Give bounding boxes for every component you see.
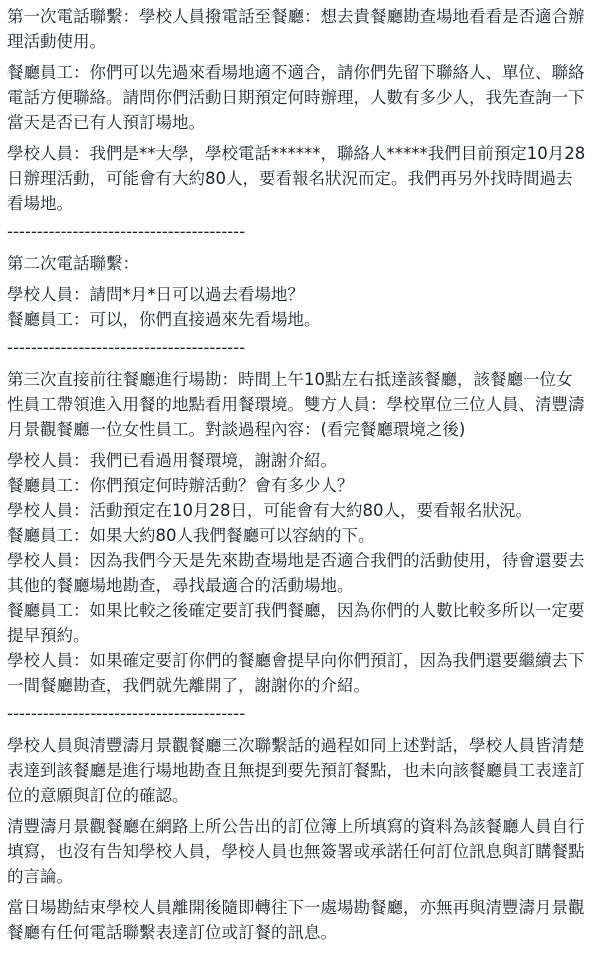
paragraph-booking-note: 清豐濤月景觀餐廳在網路上所公告出的訂位簿上所填寫的資料為該餐廳人員自行填寫，也沒有告知學校人員，學校人員也無簽署或承諾任何訂位訊息與訂購餐點的言論。 — [7, 817, 585, 886]
dialogue-line: 學校人員：因為我們今天是先來勘查場地是否適合我們的活動使用，待會還要去其他的餐廳場地勘查，尋找最適合的活動場地。 — [7, 551, 585, 595]
divider: ---------------------------------------- — [7, 338, 246, 357]
dialogue-line: 餐廳員工：如果大約80人我們餐廳可以容納的下。 — [7, 526, 375, 545]
paragraph-staff-reply: 餐廳員工：你們可以先過來看場地適不適合，請你們先留下聯絡人、單位、聯絡電話方便聯絡。請問你們活動日期預定何時辦理，人數有多少人，我先查詢一下當天是否已有人預訂場地。 — [7, 63, 585, 132]
paragraph-school-reply: 學校人員：我們是**大學，學校電話******，聯絡人*****我們目前預定10月28日辦理活動，可能會有大約80人，要看報名狀況而定。我們再另外找時間過去看場地。 — [7, 144, 586, 213]
dialogue-line: 學校人員：我們已看過用餐環境，謝謝介紹。 — [7, 451, 337, 470]
dialogue-line: 餐廳員工：如果比較之後確定要訂我們餐廳，因為你們的人數比較多所以一定要提早預約。 — [7, 601, 585, 645]
paragraph-summary: 學校人員與清豐濤月景觀餐廳三次聯繫話的過程如同上述對話，學校人員皆清楚表達到該餐廳是進行場地勘查且無提到要先預訂餐點，也未向該餐廳員工表達訂位的意願與訂位的確認。 — [7, 736, 585, 805]
paragraph-second-call: 第二次電話聯繫： — [7, 254, 139, 273]
dialogue-line: 學校人員：請問*月*日可以過去看場地？ — [7, 285, 304, 304]
dialogue-line: 餐廳員工：你們預定何時辦活動？會有多少人？ — [7, 476, 354, 495]
dialogue-line: 餐廳員工：可以，你們直接過來先看場地。 — [7, 310, 321, 329]
paragraph-site-visit: 第三次直接前往餐廳進行場勘：時間上午10點左右抵達該餐廳，該餐廳一位女性員工帶領進入用餐的地點看用餐環境。雙方人員：學校單位三位人員、清豐濤月景觀餐廳一位女性員工。對談過程內容：(看完餐廳環境之後) — [7, 370, 585, 439]
divider: ---------------------------------------- — [7, 222, 246, 241]
dialogue-line: 學校人員：如果確定要訂你們的餐廳會提早向你們預訂，因為我們還要繼續去下一間餐廳勘查，我們就先離開了，謝謝你的介紹。 — [7, 651, 585, 695]
dialogue-line: 學校人員：活動預定在10月28日，可能會有大約80人，要看報名狀況。 — [7, 501, 532, 520]
paragraph-first-call: 第一次電話聯繫：學校人員撥電話至餐廳：想去貴餐廳勘查場地看看是否適合辦理活動使用。 — [7, 7, 585, 51]
paragraph-conclusion: 當日場勘結束學校人員離開後隨即轉往下一處場勘餐廳，亦無再與清豐濤月景觀餐廳有任何電話聯繫表達訂位或訂餐的訊息。 — [7, 898, 585, 942]
divider: ---------------------------------------- — [7, 704, 246, 723]
